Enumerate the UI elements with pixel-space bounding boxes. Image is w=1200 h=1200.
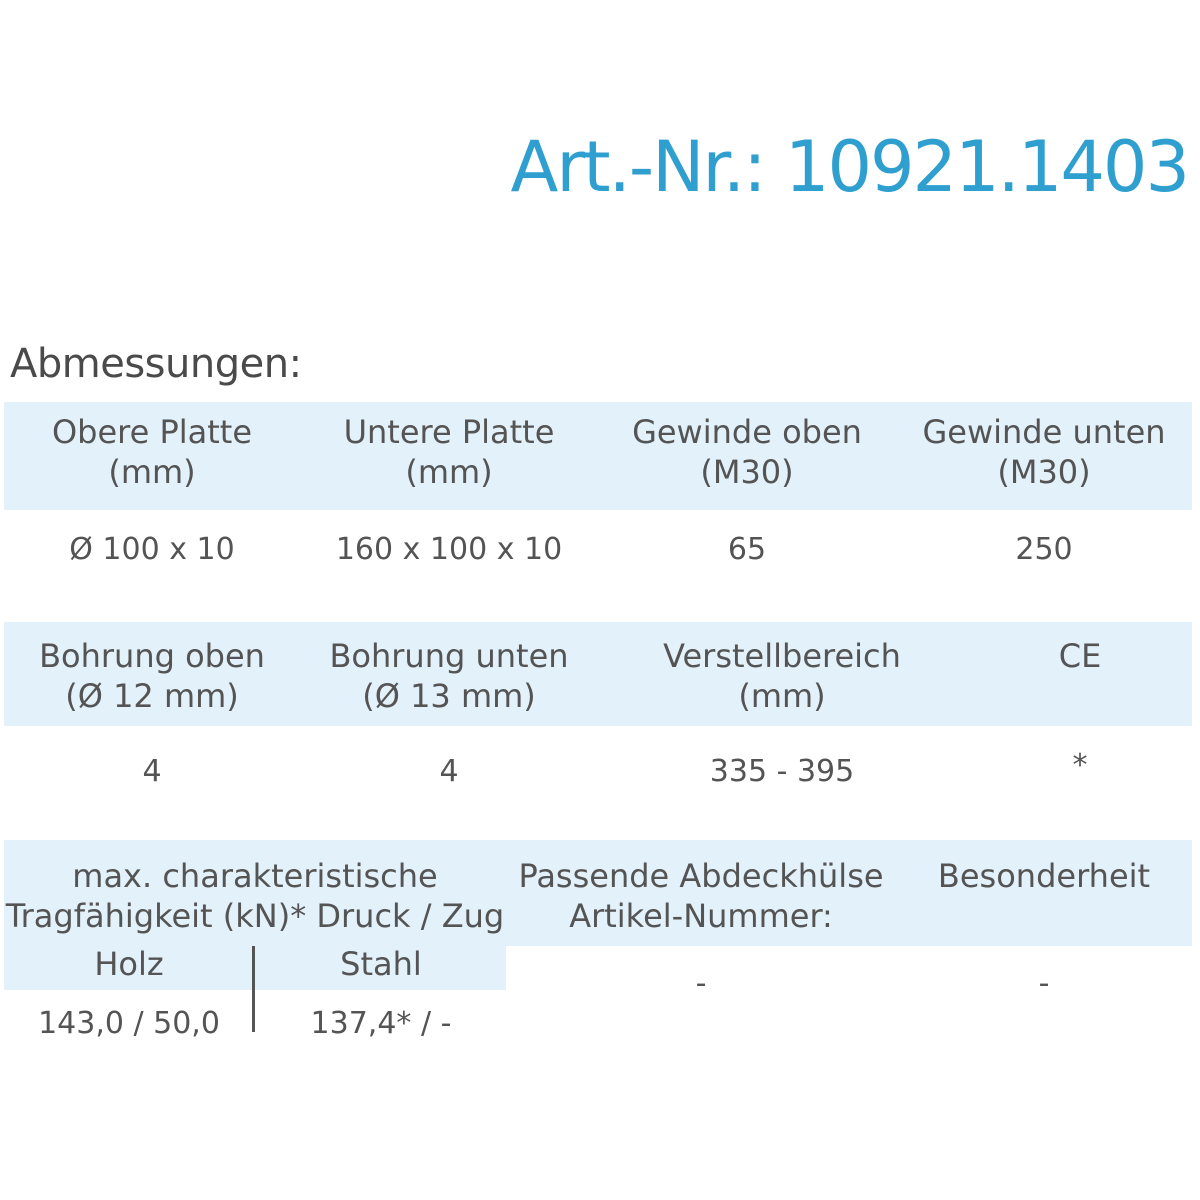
table3-subheader-steel: Stahl — [340, 945, 422, 983]
table3-header-capacity: max. charakteristische Tragfähigkeit (kN)* Druck / Zug — [5, 857, 505, 935]
table3-value-wood: 143,0 / 50,0 — [38, 1006, 220, 1041]
table2-header-ce: CE — [1058, 637, 1102, 675]
table2-header-bore-bottom: Bohrung unten (Ø 13 mm) — [329, 637, 569, 715]
table2-value-adjust-range: 335 - 395 — [709, 754, 855, 789]
table1-value-thread-bottom: 250 — [1015, 532, 1073, 567]
table2-header-adjust-range: Verstellbereich (mm) — [663, 637, 901, 715]
table1-value-thread-top: 65 — [727, 532, 767, 567]
table1-header-lower-plate: Untere Platte (mm) — [343, 413, 555, 491]
table1-value-upper-plate: Ø 100 x 10 — [69, 532, 235, 567]
table3-header-cover-sleeve: Passende Abdeckhülse Artikel-Nummer: — [518, 857, 884, 935]
table1-header-thread-bottom: Gewinde unten (M30) — [922, 413, 1166, 491]
table3-value-cover-sleeve: - — [695, 966, 707, 1001]
article-number: Art.-Nr.: 10921.1403 — [510, 126, 1188, 208]
table1-value-lower-plate: 160 x 100 x 10 — [335, 532, 563, 567]
table3-subheader-wood: Holz — [94, 945, 164, 983]
table2-value-bore-bottom: 4 — [439, 754, 459, 789]
table1-header-thread-top: Gewinde oben (M30) — [632, 413, 862, 491]
table3-value-steel: 137,4* / - — [310, 1006, 452, 1041]
section-title: Abmessungen: — [10, 341, 302, 387]
table2-header-bore-top: Bohrung oben (Ø 12 mm) — [39, 637, 265, 715]
table3-header-feature: Besonderheit — [937, 857, 1151, 895]
table2-value-bore-top: 4 — [142, 754, 162, 789]
table1-header-upper-plate: Obere Platte (mm) — [51, 413, 253, 491]
table3-value-feature: - — [1038, 966, 1050, 1001]
table2-value-ce: * — [1072, 748, 1088, 783]
